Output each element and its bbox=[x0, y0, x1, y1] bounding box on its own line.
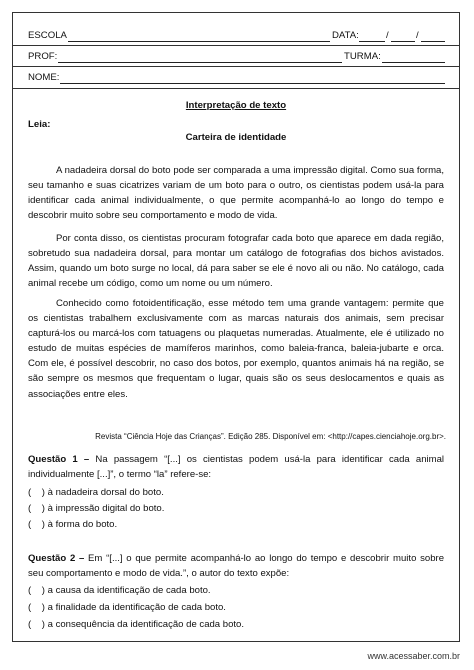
name-label: NOME: bbox=[28, 72, 60, 83]
question-2-option-c[interactable]: ( ) a consequência da identificação de cada boto. bbox=[28, 619, 245, 630]
question-1-label: Questão 1 – bbox=[28, 454, 90, 465]
question-1-text bbox=[28, 452, 444, 482]
paragraph-1: A nadadeira dorsal do boto pode ser comparada a uma impressão digital. Como sua forma, seu tamanho e suas cicatrizes variam de um boto para o outro, os cientistas podem usá-la para identificar cada animal individualmente, o que permite acompanhá-lo ao longo do tempo e descobrir muito sobre seu comportamento e modo de vida. bbox=[28, 165, 444, 222]
read-label: Leia: bbox=[28, 119, 51, 130]
question-1-option-a[interactable]: ( ) à nadadeira dorsal do boto. bbox=[28, 487, 164, 498]
question-1-option-c[interactable]: ( ) à forma do boto. bbox=[28, 519, 118, 530]
teacher-field[interactable] bbox=[58, 62, 342, 63]
name-field[interactable] bbox=[60, 83, 445, 84]
question-1-option-b[interactable]: ( ) à impressão digital do boto. bbox=[28, 503, 165, 514]
question-2-option-b[interactable]: ( ) a finalidade da identificação de cada boto. bbox=[28, 602, 226, 613]
teacher-label: PROF: bbox=[28, 51, 58, 62]
date-year-field[interactable] bbox=[421, 41, 445, 42]
question-2-option-a[interactable]: ( ) a causa da identificação de cada boto. bbox=[28, 585, 211, 596]
header-divider bbox=[12, 88, 460, 89]
question-1-body: Na passagem “[...] os cientistas podem usá-la para identificar cada animal individualmente [...]”, o termo “la” refere-se: bbox=[28, 454, 445, 481]
date-day-field[interactable] bbox=[359, 41, 385, 42]
question-2-label: Questão 2 – bbox=[28, 553, 85, 564]
date-month-field[interactable] bbox=[391, 41, 415, 42]
paragraph-3: Conhecido como fotoidentificação, esse método tem uma grande vantagem: permite que os cientistas trabalhem exclusivamente com as marcas naturais dos animais, sem precisar capturá-los ou marcá-los com tatuagens ou plaquetas numeradas. Atualmente, ele é utilizado no estudo de muitas espécies de mamíferos marinhos, como baleia-franca, baleia-jubarte e orca. Com ele, é possível descobrir, no caso dos botos, por exemplo, quantos animais há na região, se são sempre os mesmos que frequentam o lugar, quais são os seus deslocamentos e quais as associações entre eles. bbox=[28, 298, 444, 400]
footer-url[interactable]: www.acessaber.com.br bbox=[367, 651, 460, 661]
header-divider bbox=[12, 66, 460, 67]
paragraph-2: Por conta disso, os cientistas procuram fotografar cada boto que aparece em dada região, sobretudo sua nadadeira dorsal, para montar um catálogo de fotografias dos bichos avistados. Assim, quando um boto surge no local, dá para saber se ele é novo ali ou não. No catálogo, cada animal recebe um código, como um nome ou um número. bbox=[28, 233, 444, 290]
source-citation: Revista “Ciência Hoje das Crianças”. Edição 285. Disponível em: <http://capes.cienciahoje.org.br>. bbox=[95, 432, 446, 441]
question-2-body: Em “[...] o que permite acompanhá-lo ao longo do tempo e descobrir muito sobre seu comportamento e modo de vida.”, o autor do texto expõe: bbox=[28, 553, 444, 580]
class-label: TURMA: bbox=[344, 51, 381, 62]
class-field[interactable] bbox=[382, 62, 445, 63]
school-field[interactable] bbox=[68, 41, 330, 42]
date-separator: / bbox=[416, 30, 419, 41]
school-label: ESCOLA bbox=[28, 30, 67, 41]
section-title: Interpretação de texto bbox=[185, 100, 287, 111]
date-label: DATA: bbox=[332, 30, 359, 41]
header-divider bbox=[12, 45, 460, 46]
date-separator: / bbox=[386, 30, 389, 41]
question-2-text bbox=[28, 551, 444, 581]
text-title: Carteira de identidade bbox=[185, 132, 287, 143]
